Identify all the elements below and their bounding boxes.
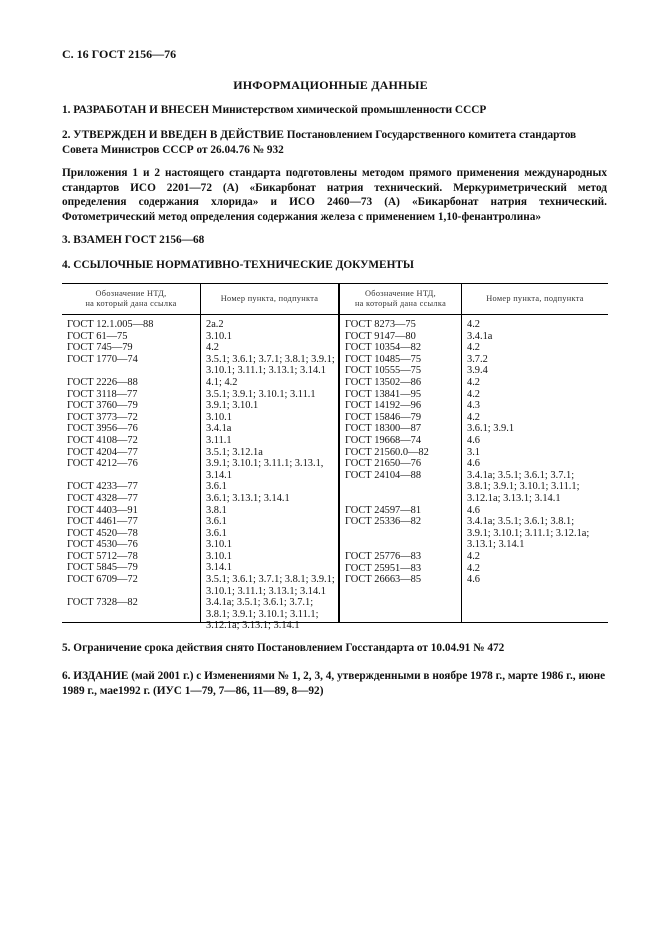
item-text: Министерством химической промышленности СССР [209,104,487,116]
ntd-designation: ГОСТ 4204—77 [67,446,138,458]
clause-numbers: 4.6 [467,434,480,446]
column-header: Номер пункта, подпункта [462,284,608,315]
clause-numbers: 3.14.1 [206,562,232,574]
clause-numbers: 4.2 [467,342,480,354]
clause-numbers: 3.9.1; 3.10.1; 3.11.1; 3.13.1, 3.14.1 [206,458,324,481]
item-text: (май 2001 г.) с Изменениями № 1, 2, 3, 4, утвержденными в ноябре 1978 г., марте 1986 г., июне 1989 г., мае1992 г. (ИУС 1—79, 7—86, 11—89, 8—92) [62,670,606,697]
clause-numbers: 4.2 [206,342,219,354]
column-header: Номер пункта, подпункта [201,284,338,315]
item-text: Постановлением Госстандарта от 10.04.91 № 472 [254,642,505,654]
ntd-designation: ГОСТ 4233—77 [67,481,138,493]
ntd-designation: ГОСТ 10354—82 [345,342,422,354]
clause-numbers: 3.4.1а [206,423,232,435]
ntd-designation: ГОСТ 13502—86 [345,376,422,388]
column-header: Обозначение НТД, на который дана ссылка [62,284,200,315]
clause-numbers: 3.6.1; 3.13.1; 3.14.1 [206,492,290,504]
ntd-designation: ГОСТ 2226—88 [67,376,138,388]
ntd-designation: ГОСТ 3118—77 [67,388,138,400]
clause-numbers: 3.6.1 [206,481,227,493]
clause-numbers: 3.10.1 [206,550,232,562]
item-text: 1 и 2 настоящего стандарта подготовлены методом прямого применения международных стандартов ИСО 2201—72 (А) «Бикарбонат натрия технический. Меркуриметрический метод определения содержания хлорида» и ИСО 2460—73 (А) «Бикарбонат натрия технический. Фотометрический метод определения содержания железа с применением 1,10-фенантролина» [62,167,607,223]
ntd-designation: ГОСТ 4403—91 [67,504,138,516]
clause-numbers: 4.2 [467,550,480,562]
ntd-designation: ГОСТ 12.1.005—88 [67,319,154,330]
item-text: Постановлением Государственного комитета стандартов Совета Министров СССР от 26.04.76 № 932 [62,129,577,156]
ntd-designation: ГОСТ 7328—82 [67,597,138,609]
col-clause-left [200,284,338,632]
clause-numbers: 4.2 [467,411,480,423]
clause-numbers: 4.2 [467,376,480,388]
item-5 [62,641,607,656]
ntd-designation: ГОСТ 21560.0—82 [345,446,429,458]
item-1 [62,103,607,118]
page-header: С. 16 ГОСТ 2156—76 [62,47,177,61]
item-3 [62,233,607,248]
ntd-designation: ГОСТ 25336—82 [345,516,422,528]
item-lead: 2. УТВЕРЖДЕН И ВВЕДЕН В ДЕЙСТВИЕ [62,129,284,141]
ntd-designation: ГОСТ 10485—75 [345,353,422,365]
clause-numbers: 3.6.1; 3.9.1 [467,423,515,435]
clause-numbers: 4.2 [467,562,480,574]
clause-numbers: 4.6 [467,504,480,516]
clause-numbers: 3.4.1а [467,330,493,342]
clause-numbers: 3.8.1 [206,504,227,516]
clause-numbers: 3.5.1; 3.6.1; 3.7.1; 3.8.1; 3.9.1; 3.10.1; 3.11.1; 3.13.1; 3.14.1 [206,353,335,377]
clause-numbers: 3.7.2 [467,353,488,365]
col-clause-right [461,284,608,622]
clause-numbers: 3.9.1; 3.10.1 [206,400,259,412]
ntd-designation: ГОСТ 26663—85 [345,574,422,586]
section-title: ИНФОРМАЦИОННЫЕ ДАННЫЕ [233,78,428,92]
ntd-designation: ГОСТ 25776—83 [345,550,422,562]
ntd-designation: ГОСТ 15846—79 [345,411,422,423]
ntd-designation: ГОСТ 4530—76 [67,539,138,551]
clause-numbers: 3.10.1 [206,330,232,342]
item-lead: 6. ИЗДАНИЕ [62,670,129,682]
ntd-designation: ГОСТ 19668—74 [345,434,422,446]
ntd-designation: ГОСТ 3956—76 [67,423,138,435]
ntd-designation: ГОСТ 10555—75 [345,365,422,377]
clause-numbers: 3.5.1; 3.6.1; 3.7.1; 3.8.1; 3.9.1; 3.10.1; 3.11.1; 3.13.1; 3.14.1 [206,574,335,597]
ntd-designation: ГОСТ 4108—72 [67,434,138,446]
clause-numbers: 3.6.1 [206,527,227,539]
clause-numbers: 3.4.1а; 3.5.1; 3.6.1; 3.8.1; 3.9.1; 3.10.1; 3.11.1; 3.12.1а; 3.13.1; 3.14.1 [467,516,590,551]
ntd-designation: ГОСТ 8273—75 [345,319,416,330]
ntd-designation: ГОСТ 61—75 [67,330,128,342]
ntd-designation: ГОСТ 14192—96 [345,400,422,412]
ntd-designation: ГОСТ 4461—77 [67,516,138,528]
ntd-designation: ГОСТ 4328—77 [67,492,138,504]
col-ntd-right [338,284,461,622]
clause-numbers: 3.11.1 [206,434,232,446]
clause-numbers: 4.2 [467,388,480,400]
ntd-designation: ГОСТ 24104—88 [345,469,422,481]
ntd-designation: ГОСТ 4212—76 [67,458,138,470]
col-ntd-left [62,284,200,622]
ntd-designation: ГОСТ 1770—74 [67,353,138,365]
ntd-designation: ГОСТ 25951—83 [345,562,422,574]
ntd-designation: ГОСТ 745—79 [67,342,133,354]
item-lead: 1. РАЗРАБОТАН И ВНЕСЕН [62,104,210,116]
item-2 [62,128,607,157]
ntd-designation: ГОСТ 21650—76 [345,458,422,470]
clause-numbers: 3.5.1; 3.9.1; 3.10.1; 3.11.1 [206,388,316,400]
ntd-designation: ГОСТ 18300—87 [345,423,422,435]
appendix-note [62,166,607,224]
clause-numbers: 3.4.1а; 3.5.1; 3.6.1; 3.7.1; 3.8.1; 3.9.1; 3.10.1; 3.11.1; 3.12.1а; 3.13.1; 3.14.1 [206,597,319,632]
clause-numbers: 4.3 [467,400,480,412]
ntd-designation: ГОСТ 5845—79 [67,562,138,574]
item-lead: 4. ССЫЛОЧНЫЕ НОРМАТИВНО-ТЕХНИЧЕСКИЕ ДОКУМЕНТЫ [62,259,414,271]
clause-numbers: 4.1; 4.2 [206,376,238,388]
clause-numbers: 3.6.1 [206,516,227,528]
ntd-designation: ГОСТ 24597—81 [345,504,422,516]
clause-numbers: 4.6 [467,574,480,586]
ntd-designation: ГОСТ 13841—95 [345,388,422,400]
clause-numbers: 3.9.4 [467,365,488,377]
clause-numbers: 3.4.1а; 3.5.1; 3.6.1; 3.7.1; 3.8.1; 3.9.1; 3.10.1; 3.11.1; 3.12.1а; 3.13.1; 3.14.1 [467,469,580,504]
item-4 [62,258,607,273]
clause-numbers: 3.5.1; 3.12.1а [206,446,263,458]
ntd-designation: ГОСТ 4520—78 [67,527,138,539]
clause-numbers: 4.6 [467,458,480,470]
ntd-designation: ГОСТ 3760—79 [67,400,138,412]
column-header: Обозначение НТД, на который дана ссылка [340,284,461,315]
clause-numbers: 4.2 [467,319,480,330]
item-lead: 3. ВЗАМЕН ГОСТ 2156—68 [62,234,205,246]
ntd-designation: ГОСТ 9147—80 [345,330,416,342]
ntd-designation: ГОСТ 6709—72 [67,574,138,586]
item-6 [62,669,607,698]
clause-numbers: 3.10.1 [206,411,232,423]
references-table [62,283,608,632]
clause-numbers: 3.1 [467,446,480,458]
clause-numbers: 3.10.1 [206,539,232,551]
item-lead: 5. Ограничение срока действия снято [62,642,255,654]
clause-numbers: 2а.2 [206,319,224,330]
ntd-designation: ГОСТ 3773—72 [67,411,138,423]
item-lead: Приложения [62,167,128,179]
ntd-designation: ГОСТ 5712—78 [67,550,138,562]
